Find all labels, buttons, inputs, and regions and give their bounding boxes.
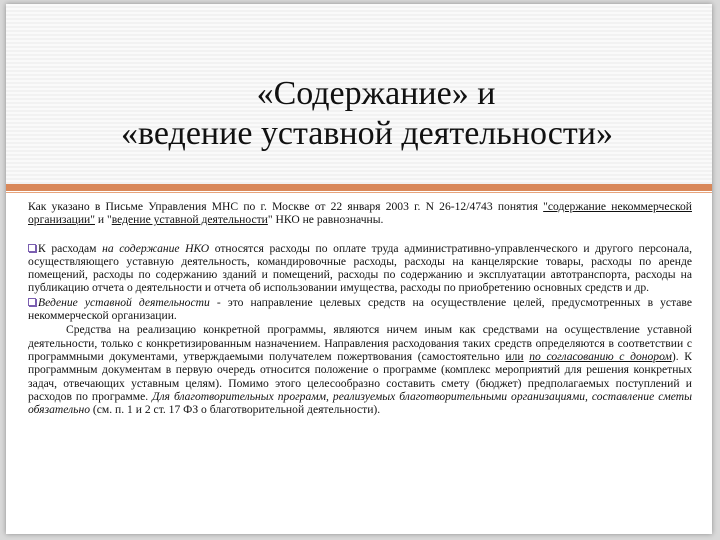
title-line-2: «ведение уставной деятельности» bbox=[121, 115, 613, 152]
text-run: Как указано в Письме Управления МНС по г. Москве от 22 января 2003 г. N 26-12/4743 понятия bbox=[28, 200, 544, 213]
text-run: - это направление целевых средств на осуществление целей, предусмотренных в уставе некоммерческой организации. bbox=[28, 295, 692, 323]
paragraph-maintenance bbox=[28, 242, 692, 295]
body-text bbox=[28, 200, 692, 416]
underlined-term: ведение уставной деятельности bbox=[111, 213, 268, 227]
italic-term: Для благотворительных программ, реализуемых благотворительными организациями, составление сметы обязательно bbox=[28, 389, 692, 417]
text-run: ). К программным документам в первую очередь относится положение о программе (комплекс мероприятий для решения конкретных задач, отвечающих уставным целям). Помимо этого целесообразно составить смету (бюджет) предполагаемых поступлений и расходов по программе. bbox=[28, 349, 693, 403]
slide bbox=[6, 4, 712, 534]
slide-title bbox=[6, 74, 712, 154]
text-run: " НКО не равнозначны. bbox=[267, 213, 384, 227]
divider-thin bbox=[6, 192, 712, 193]
text-run: и " bbox=[94, 213, 112, 227]
paragraph-intro bbox=[28, 200, 692, 227]
underlined-term: или bbox=[505, 349, 524, 363]
square-bullet-icon bbox=[28, 298, 36, 306]
text-run: (см. п. 1 и 2 ст. 17 ФЗ о благотворительной деятельности). bbox=[90, 403, 381, 417]
text-run: К расходам bbox=[38, 241, 103, 255]
underlined-term: "содержание некоммерческой организации" bbox=[28, 200, 692, 227]
text-run: относятся расходы по оплате труда административно-управленческого и другого персонала, осуществляющего уставную деятельность, командировочные расходы, расходы на канцелярские товары, расходы по аренде помещений, расходы по содержанию зданий и помещений, расходы по содержанию и эксплуатации автотранспорта, расходы на публикацию отчета о деятельности и отчета об использовании имущества, расходы по приобретению основных средств и др. bbox=[28, 241, 692, 295]
paragraph-statutory bbox=[28, 296, 692, 323]
text-run: Средства на реализацию конкретной программы, являются ничем иным как средствами на осуществление уставной деятельности, только с конкретизированным назначением. Направления расходования таких средств определяются в соответствии с программными документами, утверждаемыми получателем пожертвования (самостоятельно bbox=[28, 323, 692, 363]
italic-term: Ведение уставной деятельности bbox=[38, 295, 210, 309]
title-area bbox=[6, 4, 712, 184]
square-bullet-icon bbox=[28, 244, 36, 252]
paragraph-programs bbox=[28, 323, 692, 416]
underlined-italic-term: по согласованию с донором bbox=[529, 349, 672, 363]
divider-thick bbox=[6, 184, 712, 191]
italic-term: на содержание НКО bbox=[102, 241, 210, 255]
title-line-1: «Содержание» и bbox=[256, 75, 496, 112]
